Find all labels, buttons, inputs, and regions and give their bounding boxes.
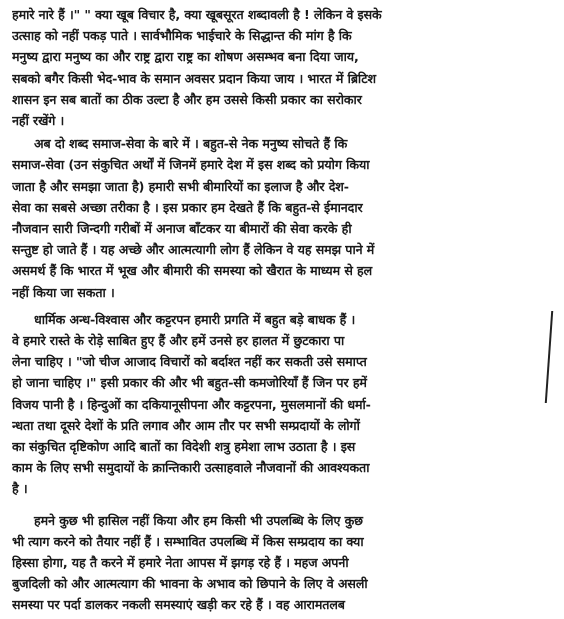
text-line: मनुष्य द्वारा मनुष्य का और राष्ट्र द्वारा राष्ट्र का शोषण असम्भव बना दिया जाय, xyxy=(12,49,359,65)
text-line: लेना चाहिए । "जो चीज आजाद विचारों को बर्दाश्त नहीं कर सकती उसे समाप्त xyxy=(12,354,367,370)
text-line: अब दो शब्द समाज-सेवा के बारे में । बहुत-से नेक मनुष्य सोचते हैं कि xyxy=(34,136,348,152)
text-line: सन्तुष्ट हो जाते हैं । यह अच्छे और आत्मत्यागी लोग हैं लेकिन वे यह समझ पाने में xyxy=(12,242,375,258)
text-line: शासन इन सब बातों का ठीक उल्टा है और हम उससे किसी प्रकार का सरोकार xyxy=(12,91,362,107)
text-line: बुजदिली को और आत्मत्याग की भावना के अभाव को छिपाने के लिए वे असली xyxy=(12,576,368,592)
paragraph-4 xyxy=(12,510,550,616)
text-line: सेवा का सबसे अच्छा तरीका है । इस प्रकार हम देखते हैं कि बहुत-से ईमानदार xyxy=(12,199,363,215)
text-line: भी त्याग करने को तैयार नहीं हैं । सम्भावित उपलब्धि में किस सम्प्रदाय का क्या xyxy=(12,533,364,549)
text-line: समस्या पर पर्दा डालकर नकली समस्याएं खड़ी कर रहे हैं । वह आरामतलब xyxy=(12,597,345,613)
text-line: है । xyxy=(12,481,28,497)
text-line: हो जाना चाहिए ।" इसी प्रकार की और भी बहुत-सी कमजोरियाँ हैं जिन पर हमें xyxy=(12,375,367,391)
text-line: विजय पानी है । हिन्दुओं का दकियानूसीपना और कट्टरपना, मुसलमानों की धर्मा- xyxy=(12,396,371,412)
text-line: नौजवान सारी जिन्दगी गरीबों में अनाज बाँटकर या बीमारों की सेवा करके ही xyxy=(12,221,352,237)
text-line: काम के लिए सभी समुदायों के क्रान्तिकारी उत्साहवाले नौजवानों की आवश्यकता xyxy=(12,460,370,476)
paragraph-3 xyxy=(12,309,550,500)
text-line: समाज-सेवा (उन संकुचित अर्थों में जिनमें हमारे देश में इस शब्द को प्रयोग किया xyxy=(12,157,370,173)
paragraph-2 xyxy=(12,133,550,303)
text-line: हमारे नारे हैं ।" " क्या खूब विचार है, क्या खूबसूरत शब्दावली है ! लेकिन वे इसके xyxy=(12,7,382,22)
text-line: का संकुचित दृष्टिकोण आदि बातों का विदेशी शत्रु हमेशा लाभ उठाता है । इस xyxy=(12,439,356,455)
text-line: हमने कुछ भी हासिल नहीं किया और हम किसी भी उपलब्धि के लिए कुछ xyxy=(34,512,363,528)
text-line: सबको बगैर किसी भेद-भाव के समान अवसर प्रदान किया जाय । भारत में ब्रिटिश xyxy=(12,70,376,86)
text-line: नहीं रखेंगे । xyxy=(12,113,65,129)
text-line: वे हमारे रास्ते के रोड़े साबित हुए हैं और हमें उनसे हर हालत में छुटकारा पा xyxy=(12,333,345,349)
text-line: असमर्थ हैं कि भारत में भूख और बीमारी की समस्या को खैरात के माध्यम से हल xyxy=(12,263,373,279)
text-line: जाता है और समझा जाता है) हमारी सभी बीमारियों का इलाज है और देश- xyxy=(12,178,349,194)
text-line: हिस्सा होगा, यह तै करने में हमारे नेता आपस में झगड़ रहे हैं । महज अपनी xyxy=(12,555,349,571)
text-line: उत्साह को नहीं पकड़ पाते । सार्वभौमिक भाईचारे के सिद्धान्त की मांग है कि xyxy=(12,28,352,44)
paragraph-1 xyxy=(12,4,550,131)
text-line: नहीं किया जा सकता । xyxy=(12,284,115,300)
text-line: धार्मिक अन्ध-विश्वास और कट्टरपन हमारी प्रगति में बहुत बड़े बाधक हैं । xyxy=(34,311,356,327)
text-line: न्धता तथा दूसरे देशों के प्रति लगाव और आम तौर पर सभी सम्प्रदायों के लोगों xyxy=(12,417,360,433)
